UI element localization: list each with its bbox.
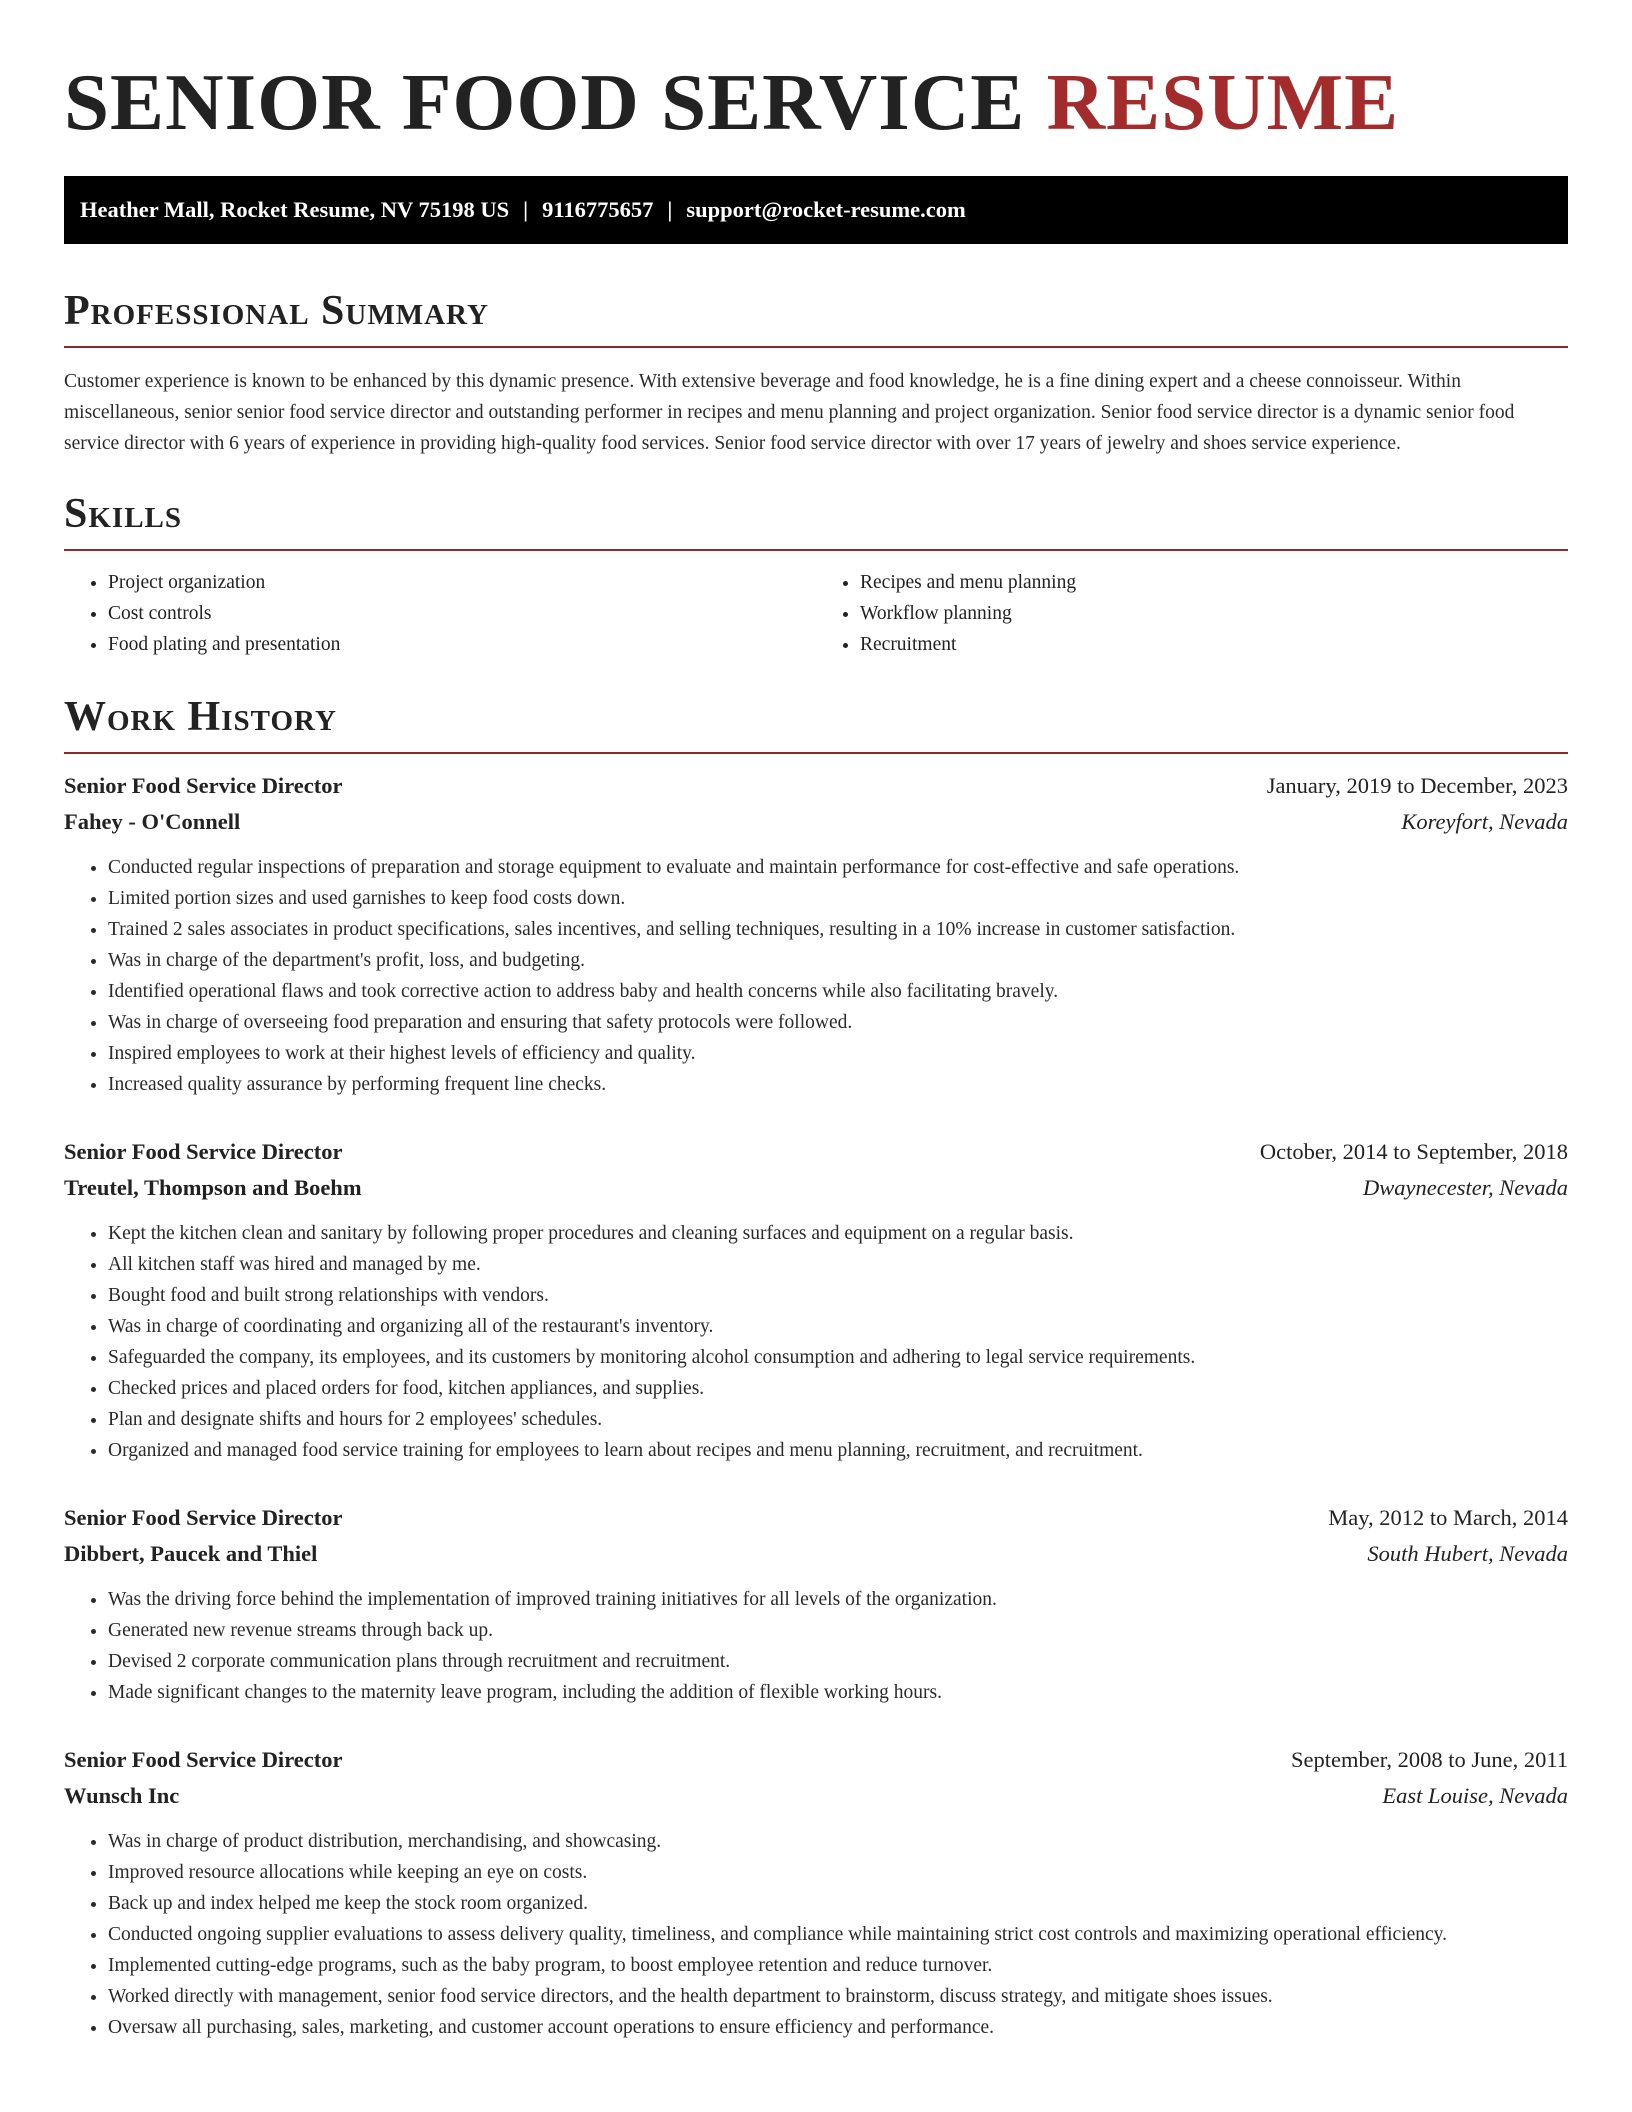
contact-separator: | bbox=[667, 197, 673, 222]
job-bullet: • Was in charge of coordinating and organizing all of the restaurant's inventory. bbox=[108, 1311, 1568, 1342]
job-dates: January, 2019 to December, 2023 bbox=[1266, 773, 1568, 798]
job-bullet: • Trained 2 sales associates in product specifications, sales incentives, and selling techniques, resulting in a 10% increase in customer satisfaction. bbox=[108, 914, 1568, 945]
job-bullet: • Implemented cutting-edge programs, such as the baby program, to boost employee retention and reduce turnover. bbox=[108, 1950, 1568, 1981]
job-company-row bbox=[64, 1170, 1568, 1206]
skill-item: • Recipes and menu planning bbox=[860, 567, 1568, 598]
title-accent: RESUME bbox=[1046, 57, 1400, 147]
job-header-row bbox=[64, 1742, 1568, 1778]
job-bullet: • Was the driving force behind the implementation of improved training initiatives for all levels of the organization. bbox=[108, 1584, 1568, 1615]
job-bullets bbox=[64, 1218, 1568, 1466]
job-company: Treutel, Thompson and Boehm bbox=[64, 1175, 362, 1200]
job-dates: October, 2014 to September, 2018 bbox=[1259, 1139, 1568, 1164]
job-entry bbox=[64, 1134, 1568, 1466]
job-company-row bbox=[64, 1536, 1568, 1572]
job-bullet: • Worked directly with management, senior food service directors, and the health department to brainstorm, discuss strategy, and mitigate shoes issues. bbox=[108, 1981, 1568, 2012]
job-location: Koreyfort, Nevada bbox=[1401, 809, 1568, 834]
job-bullet: • Conducted ongoing supplier evaluations to assess delivery quality, timeliness, and compliance while maintaining strict cost controls and maximizing operational efficiency. bbox=[108, 1919, 1568, 1950]
contact-email[interactable]: support@rocket-resume.com bbox=[686, 197, 966, 222]
job-bullet: • Was in charge of overseeing food preparation and ensuring that safety protocols were followed. bbox=[108, 1007, 1568, 1038]
job-location: Dwaynecester, Nevada bbox=[1363, 1175, 1568, 1200]
skill-item: • Workflow planning bbox=[860, 598, 1568, 629]
job-bullet: • Kept the kitchen clean and sanitary by following proper procedures and cleaning surfaces and equipment on a regular basis. bbox=[108, 1218, 1568, 1249]
job-bullet: • Bought food and built strong relationships with vendors. bbox=[108, 1280, 1568, 1311]
job-title: Senior Food Service Director bbox=[64, 1747, 343, 1772]
skill-item: • Cost controls bbox=[108, 598, 816, 629]
job-bullet: • Oversaw all purchasing, sales, marketing, and customer account operations to ensure efficiency and performance. bbox=[108, 2012, 1568, 2043]
job-entry bbox=[64, 1742, 1568, 2043]
job-bullet: • Organized and managed food service training for employees to learn about recipes and menu planning, recruitment, and recruitment. bbox=[108, 1435, 1568, 1466]
contact-address: Heather Mall, Rocket Resume, NV 75198 US bbox=[80, 197, 510, 222]
section-heading-work-history: Work History bbox=[64, 690, 1568, 754]
job-bullet: • Checked prices and placed orders for food, kitchen appliances, and supplies. bbox=[108, 1373, 1568, 1404]
job-bullet: • Inspired employees to work at their highest levels of efficiency and quality. bbox=[108, 1038, 1568, 1069]
job-company: Dibbert, Paucek and Thiel bbox=[64, 1541, 318, 1566]
job-dates: May, 2012 to March, 2014 bbox=[1328, 1505, 1568, 1530]
skill-item: • Project organization bbox=[108, 567, 816, 598]
contact-bar bbox=[64, 176, 1568, 244]
job-bullet: • Improved resource allocations while keeping an eye on costs. bbox=[108, 1857, 1568, 1888]
job-bullet: • Generated new revenue streams through back up. bbox=[108, 1615, 1568, 1646]
summary-text: Customer experience is known to be enhanced by this dynamic presence. With extensive beverage and food knowledge, he is a fine dining expert and a cheese connoisseur. Within miscellaneous, senior senior food service director and outstanding performer in recipes and menu planning and project organization. Senior food service director is a dynamic senior food service director with 6 years of experience in providing high-quality food services. Senior food service director with over 17 years of jewelry and shoes service experience. bbox=[64, 371, 1515, 454]
section-heading-skills: Skills bbox=[64, 487, 1568, 551]
job-company-row bbox=[64, 804, 1568, 840]
job-bullet: • Conducted regular inspections of preparation and storage equipment to evaluate and maintain performance for cost-effective and safe operations. bbox=[108, 852, 1568, 883]
job-bullets bbox=[64, 852, 1568, 1100]
skills-list bbox=[64, 567, 1568, 660]
job-title: Senior Food Service Director bbox=[64, 773, 343, 798]
skills-column-left bbox=[64, 567, 816, 660]
resume-title bbox=[64, 52, 1568, 152]
job-title: Senior Food Service Director bbox=[64, 1139, 343, 1164]
job-bullet: • Limited portion sizes and used garnishes to keep food costs down. bbox=[108, 883, 1568, 914]
job-entry bbox=[64, 1500, 1568, 1708]
job-bullet: • All kitchen staff was hired and managed by me. bbox=[108, 1249, 1568, 1280]
job-company: Wunsch Inc bbox=[64, 1783, 180, 1808]
job-location: East Louise, Nevada bbox=[1382, 1783, 1568, 1808]
job-location: South Hubert, Nevada bbox=[1367, 1541, 1568, 1566]
job-company-row bbox=[64, 1778, 1568, 1814]
job-bullets bbox=[64, 1584, 1568, 1708]
section-heading-summary: Professional Summary bbox=[64, 284, 1568, 348]
job-company: Fahey - O'Connell bbox=[64, 809, 241, 834]
job-bullet: • Safeguarded the company, its employees, and its customers by monitoring alcohol consumption and adhering to legal service requirements. bbox=[108, 1342, 1568, 1373]
skill-item: • Recruitment bbox=[860, 629, 1568, 660]
job-bullet: • Back up and index helped me keep the stock room organized. bbox=[108, 1888, 1568, 1919]
job-bullet: • Was in charge of the department's profit, loss, and budgeting. bbox=[108, 945, 1568, 976]
skills-column-right bbox=[816, 567, 1568, 660]
job-bullet: • Increased quality assurance by performing frequent line checks. bbox=[108, 1069, 1568, 1100]
job-bullet: • Devised 2 corporate communication plans through recruitment and recruitment. bbox=[108, 1646, 1568, 1677]
job-bullet: • Made significant changes to the maternity leave program, including the addition of flexible working hours. bbox=[108, 1677, 1568, 1708]
job-entry bbox=[64, 768, 1568, 1100]
job-title: Senior Food Service Director bbox=[64, 1505, 343, 1530]
job-header-row bbox=[64, 768, 1568, 804]
job-bullet: • Plan and designate shifts and hours for 2 employees' schedules. bbox=[108, 1404, 1568, 1435]
contact-phone[interactable]: 9116775657 bbox=[542, 197, 654, 222]
contact-separator: | bbox=[523, 197, 529, 222]
job-header-row bbox=[64, 1134, 1568, 1170]
job-bullet: • Was in charge of product distribution, merchandising, and showcasing. bbox=[108, 1826, 1568, 1857]
job-dates: September, 2008 to June, 2011 bbox=[1291, 1747, 1568, 1772]
job-bullet: • Identified operational flaws and took corrective action to address baby and health concerns while also facilitating bravely. bbox=[108, 976, 1568, 1007]
skill-item: • Food plating and presentation bbox=[108, 629, 816, 660]
job-header-row bbox=[64, 1500, 1568, 1536]
job-bullets bbox=[64, 1826, 1568, 2043]
title-main: SENIOR FOOD SERVICE bbox=[64, 57, 1026, 147]
